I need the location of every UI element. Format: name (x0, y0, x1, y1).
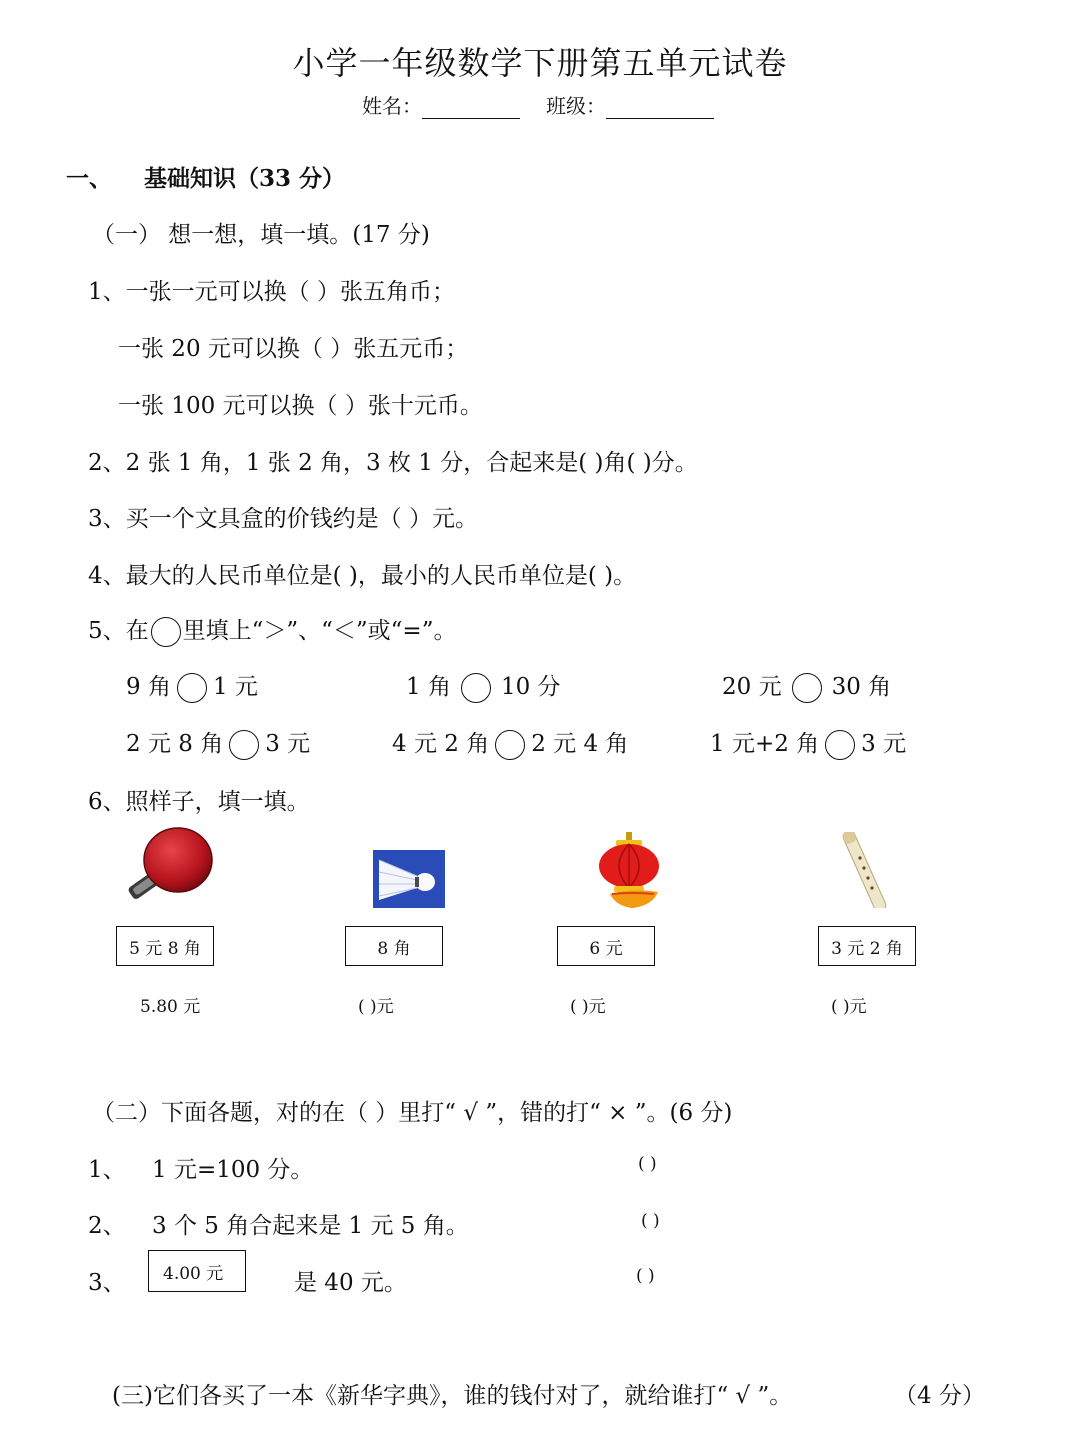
q5-intro-before: 5、在 (88, 618, 149, 644)
compare-right: 10 分 (500, 674, 561, 700)
judge-number: 2、 (88, 1213, 126, 1239)
compare-item (406, 668, 561, 703)
red-lantern-icon (596, 832, 664, 910)
compare-right: 3 元 (265, 731, 311, 757)
section1-heading: 基础知识（33 分） (144, 165, 346, 192)
name-label: 姓名： (362, 94, 422, 118)
compare-right: 1 元 (212, 674, 258, 700)
judge-statement: 1 元=100 分。 (152, 1157, 314, 1183)
compare-right: 30 角 (831, 674, 892, 700)
class-field[interactable] (546, 90, 714, 119)
judge-blank[interactable]: ( ) (636, 1266, 655, 1286)
compare-left: 1 角 (406, 674, 451, 700)
compare-circle-icon (151, 617, 181, 647)
compare-circle[interactable] (495, 730, 525, 760)
answer-blank[interactable]: ( )元 (831, 997, 867, 1017)
compare-right: 2 元 4 角 (531, 731, 629, 757)
answer-blank[interactable]: ( )元 (570, 997, 606, 1017)
compare-item (126, 668, 258, 703)
recorder-flute-icon (838, 832, 890, 908)
judge-blank[interactable]: ( ) (641, 1211, 660, 1231)
answer-example: 5.80 元 (140, 997, 201, 1017)
part3-score: （4 分） (894, 1383, 985, 1409)
class-blank[interactable] (606, 96, 714, 119)
question-1a: 1、一张一元可以换（ ）张五角币； (88, 279, 455, 305)
compare-right: 3 元 (861, 731, 907, 757)
name-field[interactable] (362, 90, 520, 119)
judge-statement: 3 个 5 角合起来是 1 元 5 角。 (152, 1213, 469, 1239)
judge-number: 3、 (88, 1270, 126, 1296)
part2-title: （二）下面各题，对的在（ ）里打“ √ ”，错的打“ × ”。(6 分) (92, 1100, 733, 1126)
compare-item (710, 725, 906, 760)
price-box: 5 元 8 角 (116, 926, 214, 966)
question-3: 3、买一个文具盒的价钱约是（ ）元。 (88, 506, 478, 532)
name-blank[interactable] (422, 96, 520, 119)
compare-item (392, 725, 628, 760)
judge-number: 1、 (88, 1157, 126, 1183)
question-5-intro (88, 612, 456, 647)
question-4: 4、最大的人民币单位是( )，最小的人民币单位是( )。 (88, 563, 637, 589)
price-box: 3 元 2 角 (818, 926, 916, 966)
question-2: 2、2 张 1 角，1 张 2 角，3 枚 1 分，合起来是( )角( )分。 (88, 450, 698, 476)
section1-number: 一、 (66, 165, 112, 192)
question-6-title: 6、照样子，填一填。 (88, 789, 310, 815)
page-title: 小学一年级数学下册第五单元试卷 (292, 44, 788, 82)
question-1c: 一张 100 元可以换（ ）张十元币。 (118, 393, 483, 419)
judge-blank[interactable]: ( ) (638, 1154, 657, 1174)
compare-left: 9 角 (126, 674, 171, 700)
q5-intro-after: 里填上“＞”、“＜”或“=”。 (182, 618, 457, 644)
class-label: 班级： (546, 94, 606, 118)
ping-pong-paddle-icon (122, 826, 216, 908)
part1-title: （一） 想一想，填一填。(17 分) (92, 222, 430, 248)
price-box: 8 角 (345, 926, 443, 966)
price-box: 6 元 (557, 926, 655, 966)
part3-title: (三)它们各买了一本《新华字典》，谁的钱付对了，就给谁打“ √ ”。 (112, 1383, 793, 1409)
shuttlecock-icon (373, 850, 445, 908)
question-1b: 一张 20 元可以换（ ）张五元币； (118, 336, 469, 362)
compare-item (722, 668, 891, 703)
compare-left: 20 元 (722, 674, 782, 700)
price-box: 4.00 元 (148, 1250, 246, 1292)
compare-circle[interactable] (825, 730, 855, 760)
compare-circle[interactable] (177, 673, 207, 703)
compare-left: 4 元 2 角 (392, 731, 490, 757)
compare-left: 1 元+2 角 (710, 731, 820, 757)
compare-left: 2 元 8 角 (126, 731, 224, 757)
compare-circle[interactable] (229, 730, 259, 760)
compare-circle[interactable] (792, 673, 822, 703)
judge-statement: 是 40 元。 (294, 1270, 407, 1296)
compare-circle[interactable] (461, 673, 491, 703)
answer-blank[interactable]: ( )元 (358, 997, 394, 1017)
compare-item (126, 725, 310, 760)
